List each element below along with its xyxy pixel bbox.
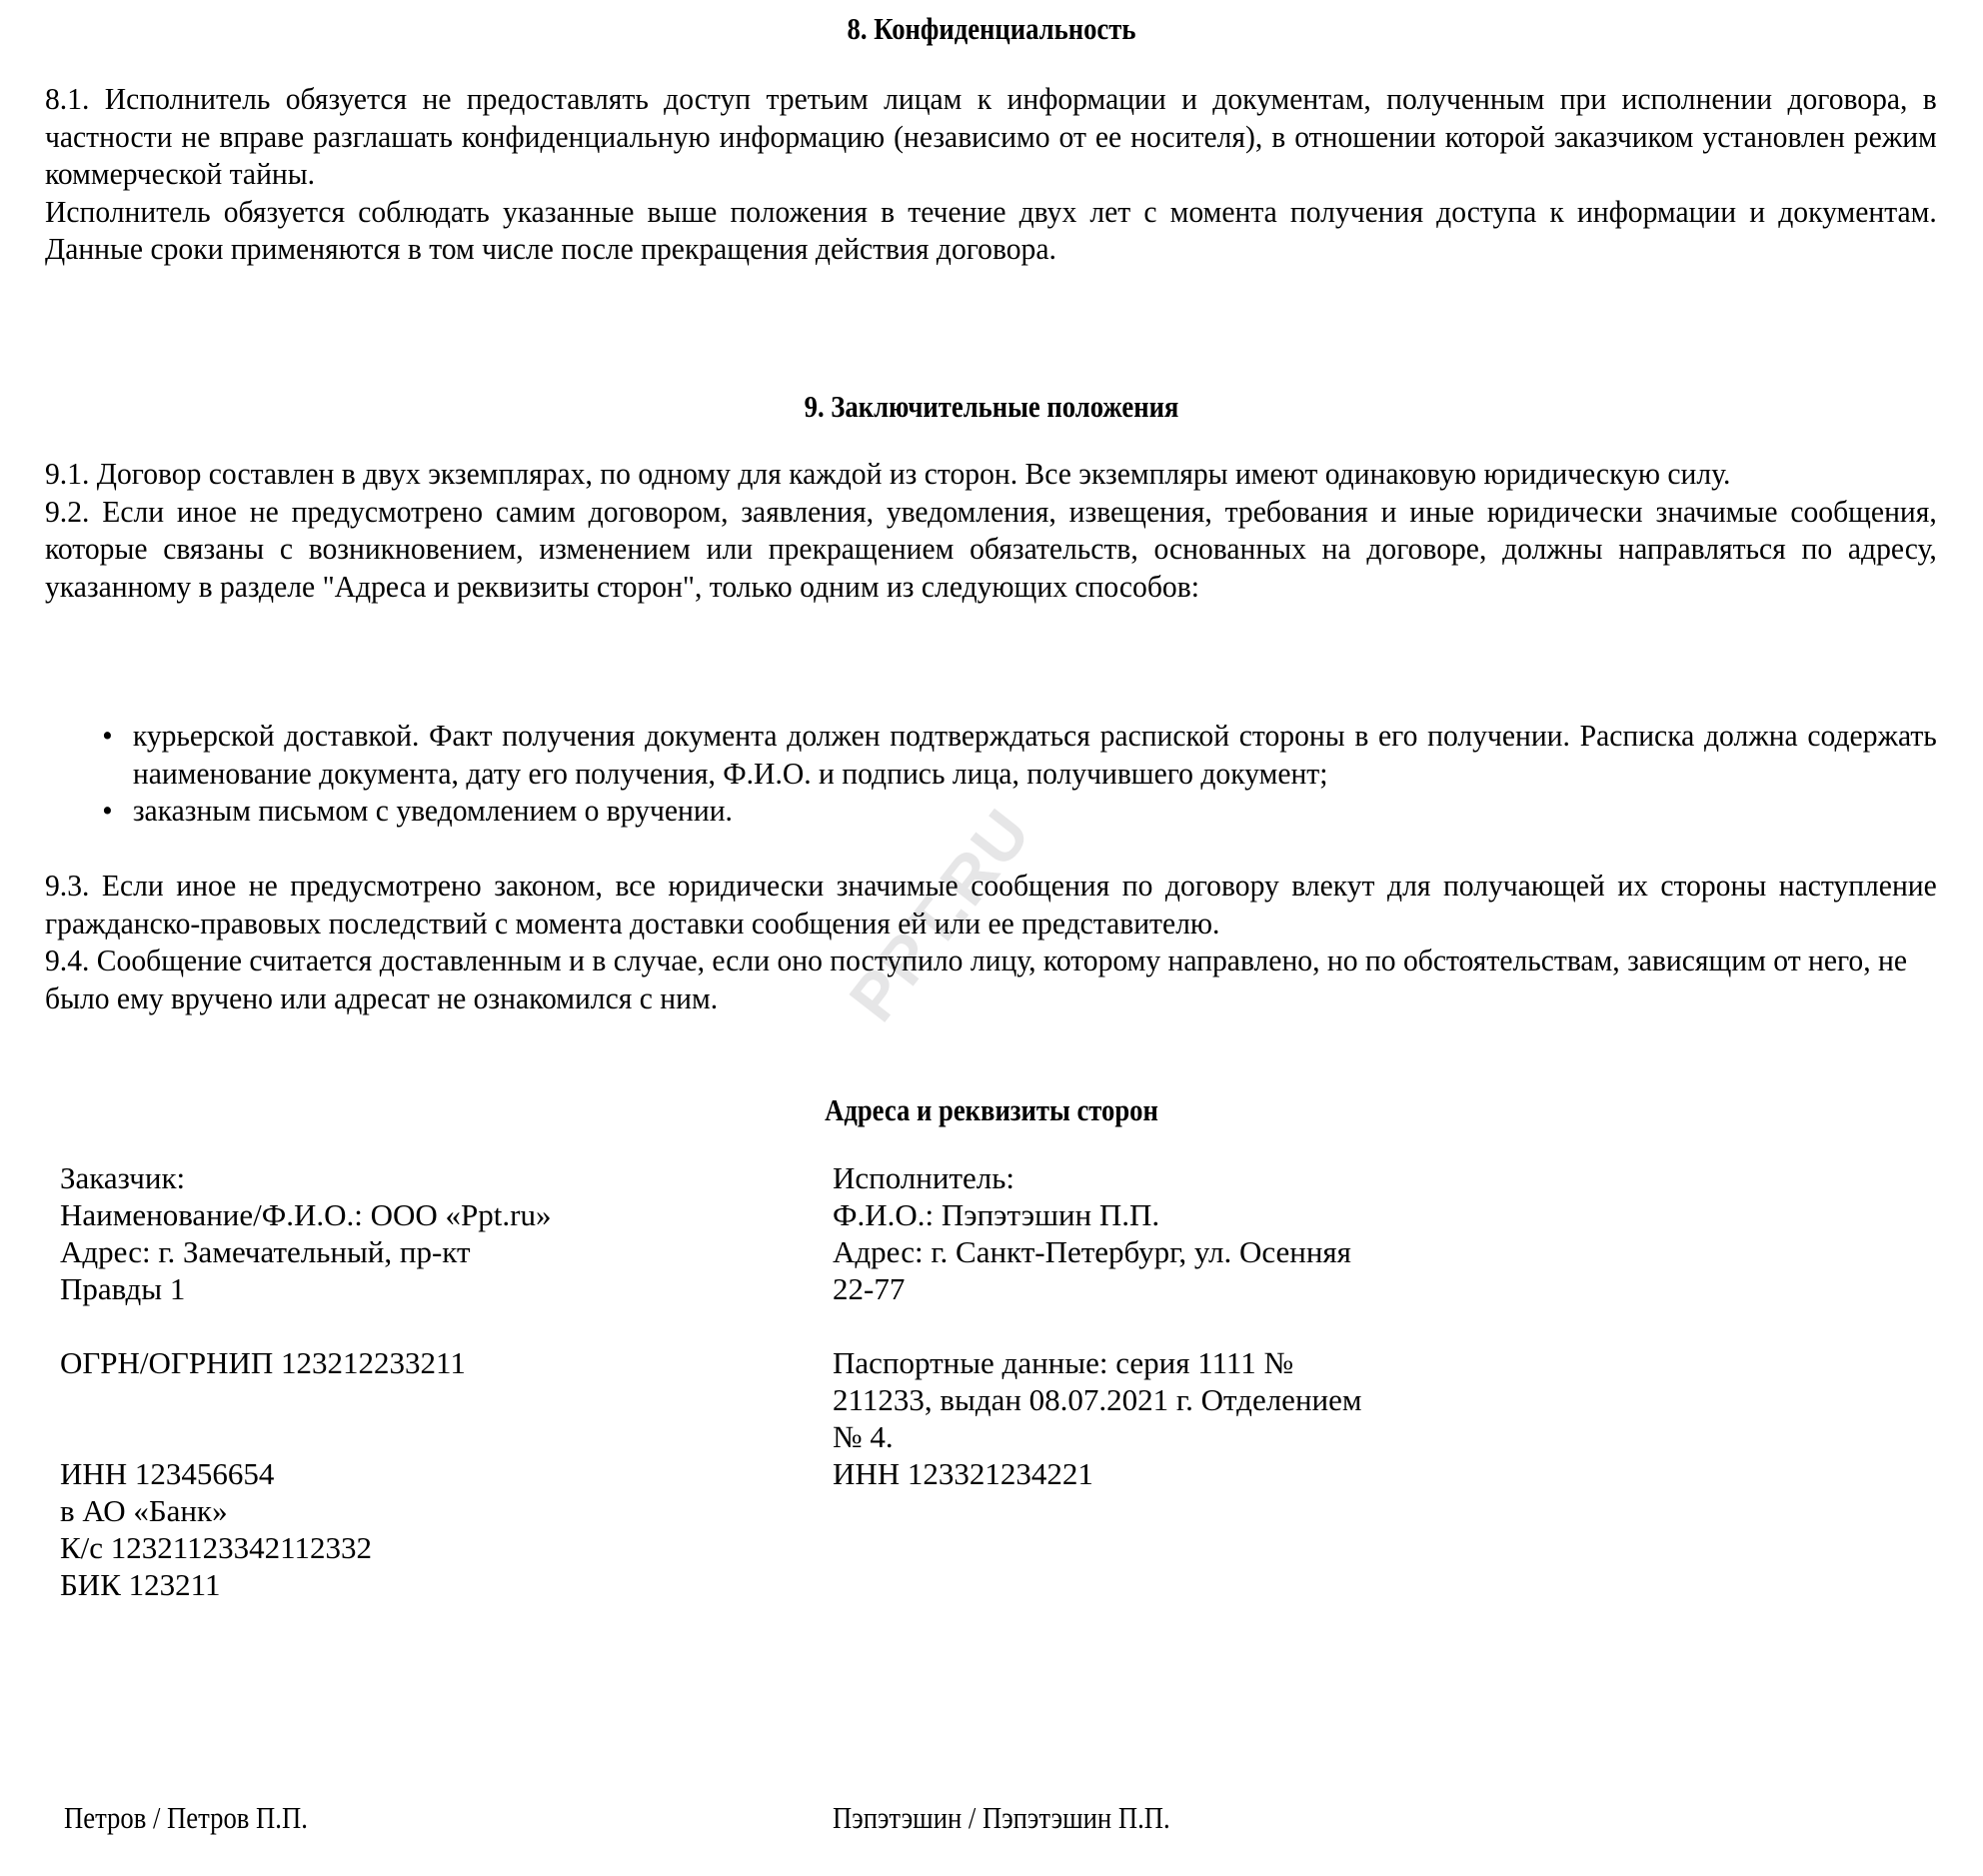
paragraph-9-2: 9.2. Если иное не предусмотрено самим договором, заявления, уведомления, извещения, требования и иные юридически значимые сообщения, которые связаны с возникновением, изменением или прекращением обязательств, основанных на договоре, должны направляться по адресу, указанному в разделе "Адреса и реквизиты сторон", только одним из следующих способов: [45, 493, 1937, 604]
section-8-body [45, 80, 1937, 268]
customer-address-line-1: Адрес: г. Замечательный, пр-кт [60, 1234, 471, 1269]
paragraph-9-3: 9.3. Если иное не предусмотрено законом, все юридически значимые сообщения по договору влекут для получающей их стороны наступление гражданско-правовых последствий с момента доставки сообщения ей или ее представителю. [45, 868, 1937, 940]
list-item [45, 717, 1937, 792]
contractor-signature-line: Пэпэтэшин / Пэпэтэшин П.П. [833, 1800, 1170, 1835]
section-9-heading: 9. Заключительные положения [804, 389, 1179, 424]
spacer [60, 1381, 800, 1455]
requisites-heading: Адреса и реквизиты сторон [825, 1092, 1158, 1127]
watermark-text: PPT.RU [834, 795, 1045, 1034]
spacer [833, 1307, 1592, 1344]
contractor-passport-line-2: 211233, выдан 08.07.2021 г. Отделением [833, 1382, 1362, 1417]
customer-bik-line: БИК 123211 [60, 1567, 221, 1602]
section-9-body-top [45, 455, 1937, 605]
contractor-requisites-column [833, 1159, 1592, 1492]
bullet-icon: • [102, 793, 113, 828]
contractor-passport-line-3: № 4. [833, 1419, 894, 1454]
paragraph-8-1: 8.1. Исполнитель обязуется не предоставлять доступ третьим лицам к информации и документам, полученным при исполнении договора, в частности не вправе разглашать конфиденциальную информацию (независимо от ее носителя), в отношении которой заказчиком установлен режим коммерческой тайны. [45, 81, 1937, 191]
contractor-passport-line-1: Паспортные данные: серия 1111 № [833, 1345, 1294, 1380]
requisites-heading-wrap [0, 1091, 1983, 1129]
customer-requisites-column [60, 1159, 800, 1603]
customer-ks-line: К/с 12321123342112332 [60, 1530, 372, 1565]
contractor-role-label: Исполнитель: [833, 1160, 1015, 1195]
list-item-text: заказным письмом с уведомлением о вручении. [132, 793, 733, 828]
delivery-methods-list [45, 717, 1937, 830]
section-8-heading-wrap [0, 10, 1983, 48]
customer-ogrn-line: ОГРН/ОГРНИП 123212233211 [60, 1345, 466, 1380]
customer-bank-line: в АО «Банк» [60, 1493, 228, 1528]
customer-address-line-2: Правды 1 [60, 1271, 186, 1306]
list-item [45, 792, 1937, 830]
paragraph-8-1-continued: Исполнитель обязуется соблюдать указанные выше положения в течение двух лет с момента получения доступа к информации и документам. Данные сроки применяются в том числе после прекращения действия договора. [45, 193, 1937, 266]
bullet-icon: • [102, 718, 113, 753]
spacer [60, 1307, 800, 1344]
paragraph-9-4: 9.4. Сообщение считается доставленным и в случае, если оно поступило лицу, которому направлено, но по обстоятельствам, зависящим от него, не было ему вручено или адресат не ознакомился с ним. [45, 942, 1908, 1015]
customer-inn-line: ИНН 123456654 [60, 1456, 275, 1491]
list-item-text: курьерской доставкой. Факт получения документа должен подтверждаться распиской стороны в его получении. Расписка должна содержать наименование документа, дату его получения, Ф.И.О. и подпись лица, получившего документ; [132, 718, 1937, 791]
delivery-methods-list-wrap [45, 717, 1937, 830]
contractor-name-line: Ф.И.О.: Пэпэтэшин П.П. [833, 1197, 1160, 1232]
section-9-body-bottom [45, 867, 1937, 1016]
contractor-address-line-2: 22-77 [833, 1271, 906, 1306]
customer-role-label: Заказчик: [60, 1160, 186, 1195]
contractor-inn-line: ИНН 123321234221 [833, 1456, 1093, 1491]
customer-signature-line: Петров / Петров П.П. [64, 1800, 308, 1835]
customer-name-line: Наименование/Ф.И.О.: ООО «Ppt.ru» [60, 1197, 552, 1232]
contractor-address-line-1: Адрес: г. Санкт-Петербург, ул. Осенняя [833, 1234, 1351, 1269]
paragraph-9-1: 9.1. Договор составлен в двух экземплярах, по одному для каждой из сторон. Все экземпляры имеют одинаковую юридическую силу. [45, 456, 1731, 491]
section-8-heading: 8. Конфиденциальность [847, 11, 1136, 46]
section-9-heading-wrap [0, 388, 1983, 426]
